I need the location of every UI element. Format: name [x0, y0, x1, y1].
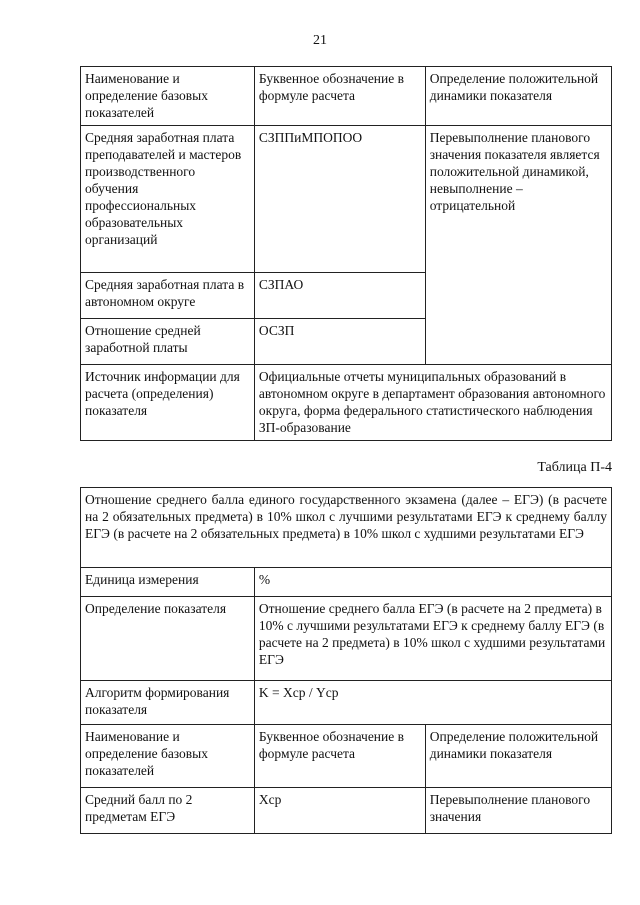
algorithm-label: Алгоритм формирования показателя	[81, 681, 255, 725]
unit-label: Единица измерения	[81, 568, 255, 597]
indicator-table-p4	[80, 487, 612, 834]
source-row	[81, 365, 612, 441]
header-code: Буквенное обозначение в формуле расчета	[254, 725, 425, 788]
definition-value: Отношение среднего балла ЕГЭ (в расчете на 2 предмета) в 10% с лучшими результатами ЕГЭ к среднему баллу ЕГЭ (в расчете на 2 предмета) в 10% школ с худшими результатами ЕГЭ	[254, 597, 611, 681]
row-code: СЗПАО	[254, 273, 425, 319]
table-row	[81, 126, 612, 273]
header-code: Буквенное обозначение в формуле расчета	[254, 67, 425, 126]
header-dynamics: Определение положительной динамики показателя	[425, 725, 611, 788]
indicator-table-continued	[80, 66, 612, 441]
table-row	[81, 788, 612, 834]
header-name: Наименование и определение базовых показателей	[81, 67, 255, 126]
header-name: Наименование и определение базовых показателей	[81, 725, 255, 788]
definition-label: Определение показателя	[81, 597, 255, 681]
indicator-title: Отношение среднего балла единого государственного экзамена (далее – ЕГЭ) (в расчете на 2 обязательных предмета) в 10% школ с лучшими результатами ЕГЭ к среднему баллу ЕГЭ (в расчете на 2 обязательных предмета) в 10% школ с худшими результатами ЕГЭ	[81, 488, 612, 568]
source-value: Официальные отчеты муниципальных образований в автономном округе в департамент образования автономного округа, форма федерального статистического наблюдения ЗП-образование	[254, 365, 611, 441]
unit-value: %	[254, 568, 611, 597]
header-dynamics: Определение положительной динамики показателя	[425, 67, 611, 126]
algorithm-value: K = Хср / Yср	[254, 681, 611, 725]
row-name: Отношение средней заработной платы	[81, 319, 255, 365]
source-label: Источник информации для расчета (определения) показателя	[81, 365, 255, 441]
algorithm-row	[81, 681, 612, 725]
row-dynamics: Перевыполнение планового значения	[425, 788, 611, 834]
table-header-row	[81, 67, 612, 126]
row-code: ОСЗП	[254, 319, 425, 365]
row-code: СЗППиМПОПОО	[254, 126, 425, 273]
page-number: 21	[313, 33, 327, 48]
row-name: Средняя заработная плата преподавателей и мастеров производственного обучения профессиональных образовательных организаций	[81, 126, 255, 273]
title-row	[81, 488, 612, 568]
row-name: Средняя заработная плата в автономном округе	[81, 273, 255, 319]
table-header-row	[81, 725, 612, 788]
unit-row	[81, 568, 612, 597]
row-dynamics: Перевыполнение планового значения показателя является положительной динамикой, невыполнение – отрицательной	[425, 126, 611, 365]
definition-row	[81, 597, 612, 681]
row-name: Средний балл по 2 предметам ЕГЭ	[81, 788, 255, 834]
table-caption: Таблица П-4	[537, 460, 612, 475]
row-code: Хср	[254, 788, 425, 834]
